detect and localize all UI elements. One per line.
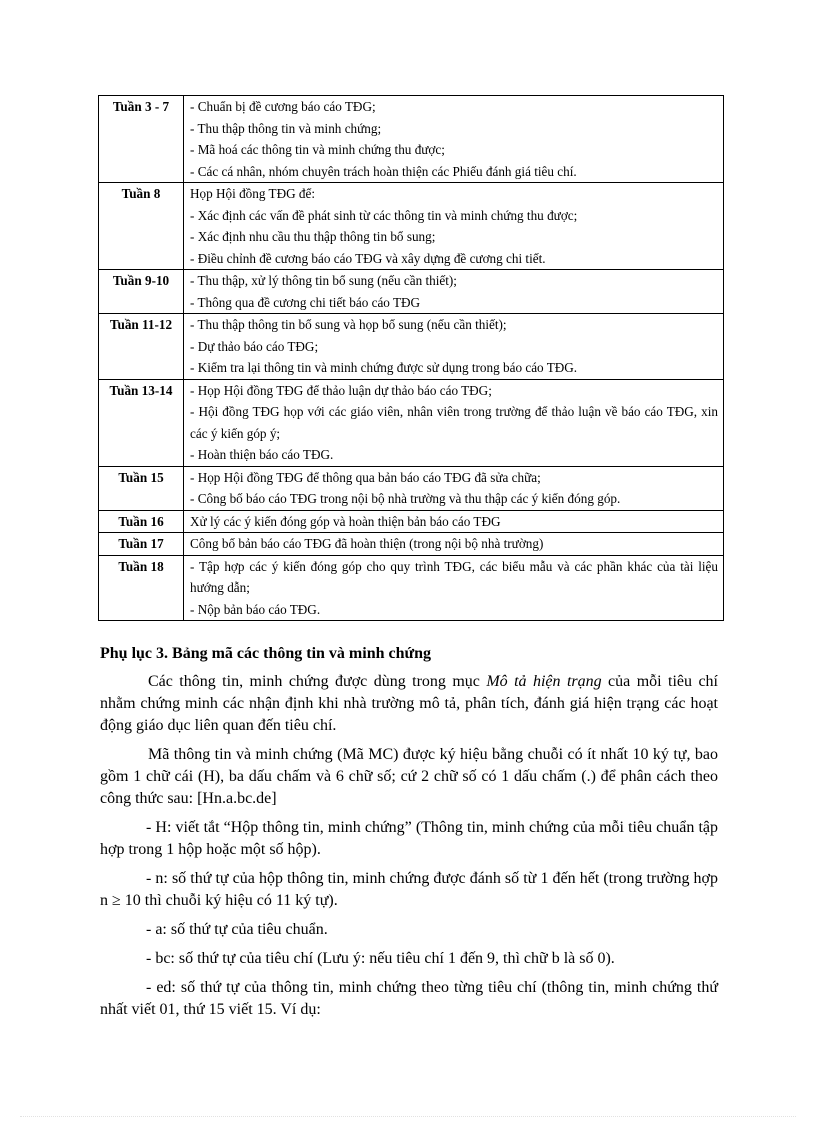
task-line: - Họp Hội đồng TĐG để thảo luận dự thảo báo cáo TĐG;: [190, 382, 492, 398]
task-line: - Chuẩn bị đề cương báo cáo TĐG;: [190, 99, 376, 114]
schedule-row: [99, 555, 724, 621]
schedule-body: [99, 96, 724, 621]
week-cell: Tuần 8: [99, 183, 184, 270]
task-cell: [184, 314, 724, 380]
page-bottom-rule: [20, 1116, 796, 1117]
week-cell: Tuần 16: [99, 510, 184, 533]
task-line: - Thu thập thông tin bổ sung và họp bổ sung (nếu cần thiết);: [190, 317, 507, 332]
appendix-paragraph-1: [100, 671, 718, 737]
week-cell: Tuần 3 - 7: [99, 96, 184, 183]
task-line: - Hội đồng TĐG họp với các giáo viên, nhân viên trong trường để thảo luận về báo cáo TĐG, xin các ý kiến góp ý;: [190, 404, 718, 441]
task-cell: [184, 96, 724, 183]
appendix-p1-text-end: của mỗi tiêu chí nhằm chứng minh các nhận định khi nhà trường mô tả, phân tích, đánh giá hiện trạng các hoạt động giáo dục liên quan đến tiêu chí.: [100, 673, 718, 734]
schedule-row: [99, 533, 724, 556]
schedule-row: [99, 183, 724, 270]
appendix-p1-italic: Mô tả hiện trạng: [486, 673, 602, 690]
task-cell: [184, 533, 724, 556]
week-cell: Tuần 13-14: [99, 379, 184, 466]
task-line: Công bố bản báo cáo TĐG đã hoàn thiện (trong nội bộ nhà trường): [190, 536, 544, 551]
task-cell: [184, 379, 724, 466]
code-item-h: - H: viết tắt “Hộp thông tin, minh chứng” (Thông tin, minh chứng của mỗi tiêu chuẩn tập hợp trong 1 hộp hoặc một số hộp).: [100, 819, 718, 858]
task-line: - Điều chỉnh đề cương báo cáo TĐG và xây dựng đề cương chi tiết.: [190, 250, 546, 266]
task-line: - Các cá nhân, nhóm chuyên trách hoàn thiện các Phiếu đánh giá tiêu chí.: [190, 163, 577, 179]
task-line: - Nộp bản báo cáo TĐG.: [190, 601, 321, 617]
task-line: - Hoàn thiện báo cáo TĐG.: [190, 447, 334, 462]
task-line: - Công bố báo cáo TĐG trong nội bộ nhà trường và thu thập các ý kiến đóng góp.: [190, 491, 621, 506]
task-line: - Thu thập, xử lý thông tin bổ sung (nếu cần thiết);: [190, 273, 457, 288]
schedule-row: [99, 510, 724, 533]
task-line: Xử lý các ý kiến đóng góp và hoàn thiện bản báo cáo TĐG: [190, 513, 501, 529]
appendix-paragraph-2: Mã thông tin và minh chứng (Mã MC) được ký hiệu bằng chuỗi có ít nhất 10 ký tự, bao gồm 1 chữ cái (H), ba dấu chấm và 6 chữ số; cứ 2 chữ số có 1 dấu chấm (.) để phân cách theo công thức sau: [Hn.a.bc.de]: [100, 746, 718, 807]
week-cell: Tuần 9-10: [99, 270, 184, 314]
week-cell: Tuần 18: [99, 555, 184, 621]
schedule-table: [98, 95, 724, 621]
task-line: - Kiểm tra lại thông tin và minh chứng được sử dụng trong báo cáo TĐG.: [190, 360, 578, 375]
task-cell: [184, 270, 724, 314]
schedule-row: [99, 466, 724, 510]
task-line: - Tập hợp các ý kiến đóng góp cho quy trình TĐG, các biểu mẫu và các phần khác của tài liệu hướng dẫn;: [190, 558, 718, 595]
appendix-section: [100, 643, 718, 1028]
schedule-row: [99, 96, 724, 183]
code-item-a: - a: số thứ tự của tiêu chuẩn.: [146, 921, 328, 938]
task-cell: [184, 183, 724, 270]
task-line: - Dự thảo báo cáo TĐG;: [190, 338, 319, 354]
appendix-title: Phụ lục 3. Bảng mã các thông tin và minh chứng: [100, 645, 431, 662]
task-cell: [184, 555, 724, 621]
appendix-p1-text: Các thông tin, minh chứng được dùng trong mục: [148, 673, 487, 690]
schedule-row: [99, 314, 724, 380]
task-line: - Thông qua đề cương chi tiết báo cáo TĐG: [190, 294, 421, 310]
task-cell: [184, 466, 724, 510]
week-cell: Tuần 15: [99, 466, 184, 510]
task-line: Họp Hội đồng TĐG để:: [190, 186, 316, 201]
task-line: - Xác định nhu cầu thu thập thông tin bổ sung;: [190, 229, 436, 244]
task-line: - Xác định các vấn đề phát sinh từ các thông tin và minh chứng thu được;: [190, 207, 578, 223]
task-cell: [184, 510, 724, 533]
code-item-ed: - ed: số thứ tự của thông tin, minh chứng theo từng tiêu chí (thông tin, minh chứng thứ nhất viết 01, thứ 15 viết 15. Ví dụ:: [100, 979, 718, 1018]
week-cell: Tuần 11-12: [99, 314, 184, 380]
code-item-n: - n: số thứ tự của hộp thông tin, minh chứng được đánh số từ 1 đến hết (trong trường hợp n ≥ 10 thì chuỗi ký hiệu có 11 ký tự).: [100, 870, 718, 909]
task-line: - Họp Hội đồng TĐG để thông qua bản báo cáo TĐG đã sửa chữa;: [190, 469, 541, 485]
task-line: - Thu thập thông tin và minh chứng;: [190, 120, 382, 136]
schedule-row: [99, 379, 724, 466]
task-line: - Mã hoá các thông tin và minh chứng thu được;: [190, 142, 445, 157]
schedule-row: [99, 270, 724, 314]
week-cell: Tuần 17: [99, 533, 184, 556]
code-item-bc: - bc: số thứ tự của tiêu chí (Lưu ý: nếu tiêu chí 1 đến 9, thì chữ b là số 0).: [146, 950, 615, 967]
